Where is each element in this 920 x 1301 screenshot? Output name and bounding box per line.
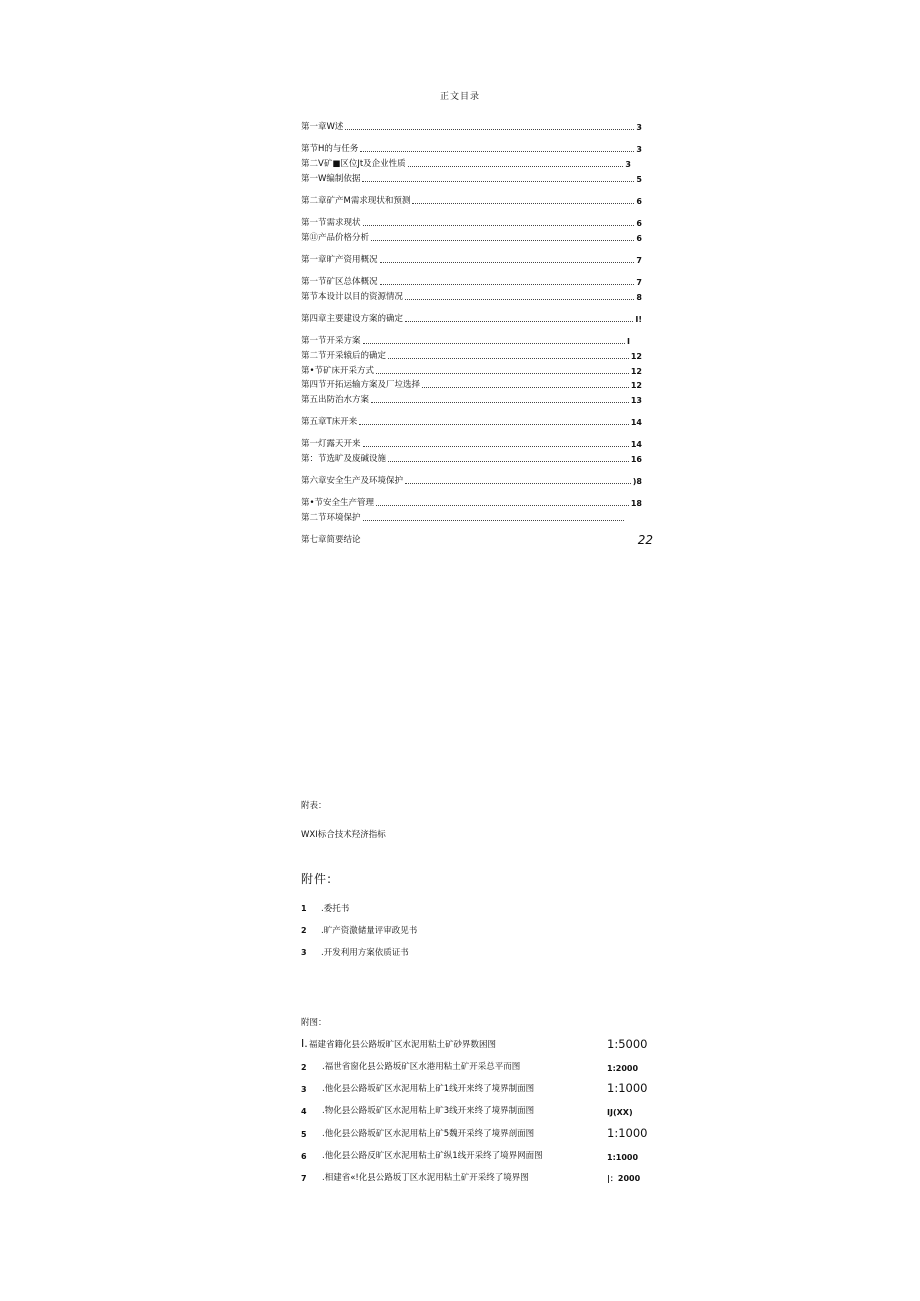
dot-leader <box>363 542 636 543</box>
toc-entry-page: 18 <box>630 499 642 508</box>
toc-entry <box>301 417 642 428</box>
toc-entry <box>301 159 631 170</box>
dot-leader <box>363 445 629 447</box>
toc-entry <box>301 218 642 229</box>
figure-title: .物化县公路坂矿区水泥用粘上旷3线开来终了境界制面图 <box>322 1106 535 1116</box>
toc-entry-page: 12 <box>630 352 642 361</box>
toc-entry-page: 6 <box>636 234 642 243</box>
figure-number: 7 <box>301 1174 307 1183</box>
toc-entry <box>301 366 642 377</box>
toc-entry <box>301 336 630 347</box>
toc-entry-label: 第•节矿床开采方式 <box>301 366 375 376</box>
toc-entry-page: 12 <box>630 381 642 390</box>
toc-entry <box>301 498 642 509</box>
toc-entry-label: 第一W编制依据 <box>301 174 361 184</box>
figure-item <box>301 1125 661 1141</box>
toc-entry <box>301 233 642 244</box>
toc-entry <box>301 277 642 288</box>
dot-leader <box>380 283 635 285</box>
toc-entry-page: )8 <box>632 477 642 486</box>
toc-entry-label: 第一节开采方案 <box>301 336 361 346</box>
dot-leader <box>376 504 629 506</box>
toc-entry <box>301 292 642 303</box>
toc-entry-label: 第一章W述 <box>301 122 344 132</box>
figure-title: .他化县公路坂矿区水泥用粘上矿1线开来终了境界制面图 <box>322 1084 535 1094</box>
attached-table-item: WXI标合技术羟济指标 <box>301 830 386 840</box>
figure-scale: 1:1000 <box>607 1126 648 1140</box>
toc-entry <box>301 351 642 362</box>
figure-item <box>301 1169 661 1185</box>
dot-leader <box>363 342 626 344</box>
dot-leader <box>408 165 624 167</box>
toc-entry-page: 6 <box>636 219 642 228</box>
dot-leader <box>345 128 634 130</box>
attachment-item <box>301 924 417 936</box>
toc-entry-label: 第二节开采辕后的确定 <box>301 351 387 361</box>
toc-entry-page: 7 <box>636 278 642 287</box>
figure-title: .他化县公路反旷区水泥用粘土矿纵1线开采终了境界网面图 <box>322 1151 543 1161</box>
toc-entry-label: 第一节需求现状 <box>301 218 361 228</box>
attachment-title: .旷产资激储量评审政见书 <box>321 926 418 936</box>
toc-entry <box>301 395 642 406</box>
attached-figures-heading: 附图： <box>301 1018 327 1028</box>
figure-title: .他化县公路坂矿区水泥用粘上矿5魏开采终了境界剖面图 <box>322 1129 535 1139</box>
toc-entry <box>301 476 642 487</box>
figure-title: 福建省籍化县公路坂旷区水泥用粘土矿砂界数困图 <box>309 1040 497 1050</box>
figure-title: .福世省窗化县公路坂矿区水港用粘土矿开采总平而图 <box>322 1062 521 1072</box>
dot-leader <box>422 386 629 388</box>
toc-entry <box>301 439 642 450</box>
toc-entry <box>301 513 626 524</box>
figure-scale: 1:5000 <box>607 1037 648 1051</box>
toc-entry-label: 第四章主要建设方案的确定 <box>301 314 404 324</box>
attachment-number: 1 <box>301 904 307 913</box>
figure-number: 4 <box>301 1107 307 1116</box>
toc-entry-label: 第二章矿产M需求现状和预测 <box>301 196 411 206</box>
toc-entry-page: 3 <box>636 123 642 132</box>
toc-entry <box>301 144 642 155</box>
toc-entry <box>301 380 642 391</box>
dot-leader <box>371 401 629 403</box>
attachments-heading: 附件: <box>301 872 333 886</box>
toc-entry-page: 3 <box>636 145 642 154</box>
toc-entry-page: 14 <box>630 418 642 427</box>
toc-entry-page: I! <box>635 315 642 324</box>
dot-leader <box>380 261 635 263</box>
figure-number: 2 <box>301 1063 307 1072</box>
dot-leader <box>363 224 635 226</box>
toc-entry-page: 16 <box>630 455 642 464</box>
toc-entry-label: 第七章简要结论 <box>301 535 361 545</box>
figure-item <box>301 1036 661 1052</box>
toc-entry-label: 第六章安全生产及环境保护 <box>301 476 404 486</box>
attached-tables-heading: 附表： <box>301 801 327 811</box>
figure-number: 6 <box>301 1152 307 1161</box>
figure-number: 3 <box>301 1085 307 1094</box>
figure-item <box>301 1147 661 1163</box>
toc-entry-page: 6 <box>636 197 642 206</box>
toc-entry <box>301 196 642 207</box>
toc-entry <box>301 255 642 266</box>
toc-entry-label: 第一灯露天开来 <box>301 439 361 449</box>
dot-leader <box>405 298 634 300</box>
figure-scale: 1:1000 <box>607 1081 648 1095</box>
dot-leader <box>362 180 634 182</box>
dot-leader <box>376 372 629 374</box>
toc-entry-page: 3 <box>625 160 631 169</box>
attachment-number: 3 <box>301 948 307 957</box>
toc-entry <box>301 174 642 185</box>
toc-entry-page: 14 <box>630 440 642 449</box>
toc-entry-label: 第二V矿■区位Jt及企业性质 <box>301 159 406 169</box>
attachment-title: .开发利用方案依质证书 <box>321 948 409 958</box>
figure-item <box>301 1102 661 1118</box>
figure-item <box>301 1080 661 1096</box>
dot-leader <box>359 423 629 425</box>
toc-title: 正文目录 <box>439 92 480 102</box>
attachment-item <box>301 946 409 958</box>
toc-entry-label: 第四节开拓运输方案及厂垃选择 <box>301 380 421 390</box>
toc-entry-label: 第•节安全生产管理 <box>301 498 375 508</box>
toc-entry-label: 第⑪产品价格分析 <box>301 233 370 243</box>
attachment-item <box>301 902 349 914</box>
toc-entry-page: 13 <box>630 396 642 405</box>
figure-scale: 1:2000 <box>607 1064 639 1073</box>
figure-number: I. <box>301 1037 308 1050</box>
figure-item <box>301 1058 661 1074</box>
toc-entry-label: 第节H的与任务 <box>301 144 359 154</box>
figure-scale: |：2000 <box>607 1174 641 1183</box>
toc-entry-label: 第节本设计以目的资源情况 <box>301 292 404 302</box>
figure-scale: 1:1000 <box>607 1153 639 1162</box>
toc-entry-page: 22 <box>637 533 653 547</box>
toc-entry <box>301 535 653 546</box>
toc-entry <box>301 454 642 465</box>
toc-entry-label: 第五出防治水方案 <box>301 395 370 405</box>
figure-number: 5 <box>301 1130 307 1139</box>
attachment-title: .委托书 <box>321 904 350 914</box>
toc-entry-label: 第五章T床开来 <box>301 417 358 427</box>
toc-entry-page: 7 <box>636 256 642 265</box>
toc-entry-page: 12 <box>630 367 642 376</box>
dot-leader <box>405 320 633 322</box>
toc-entry <box>301 314 642 325</box>
toc-entry <box>301 122 642 133</box>
dot-leader <box>412 202 634 204</box>
dot-leader <box>388 357 629 359</box>
dot-leader <box>363 519 624 521</box>
toc-entry-page: I <box>627 337 630 346</box>
attachment-number: 2 <box>301 926 307 935</box>
toc-entry-page: 5 <box>636 175 642 184</box>
dot-leader <box>388 460 629 462</box>
toc-entry-label: 第：节选旷及废碱设施 <box>301 454 387 464</box>
dot-leader <box>360 150 634 152</box>
toc-entry-label: 第一节矿区总体概况 <box>301 277 378 287</box>
figure-title: .相建省«!化县公路坂丁区水泥用粘土矿开采终了境界图 <box>322 1173 529 1183</box>
toc-entry-label: 第一章旷产资用概况 <box>301 255 378 265</box>
toc-entry-label: 第二节环境保护 <box>301 513 361 523</box>
toc-entry-page: 8 <box>636 293 642 302</box>
figure-scale: IJ(XX) <box>607 1108 633 1117</box>
dot-leader <box>371 239 634 241</box>
dot-leader <box>405 482 631 484</box>
